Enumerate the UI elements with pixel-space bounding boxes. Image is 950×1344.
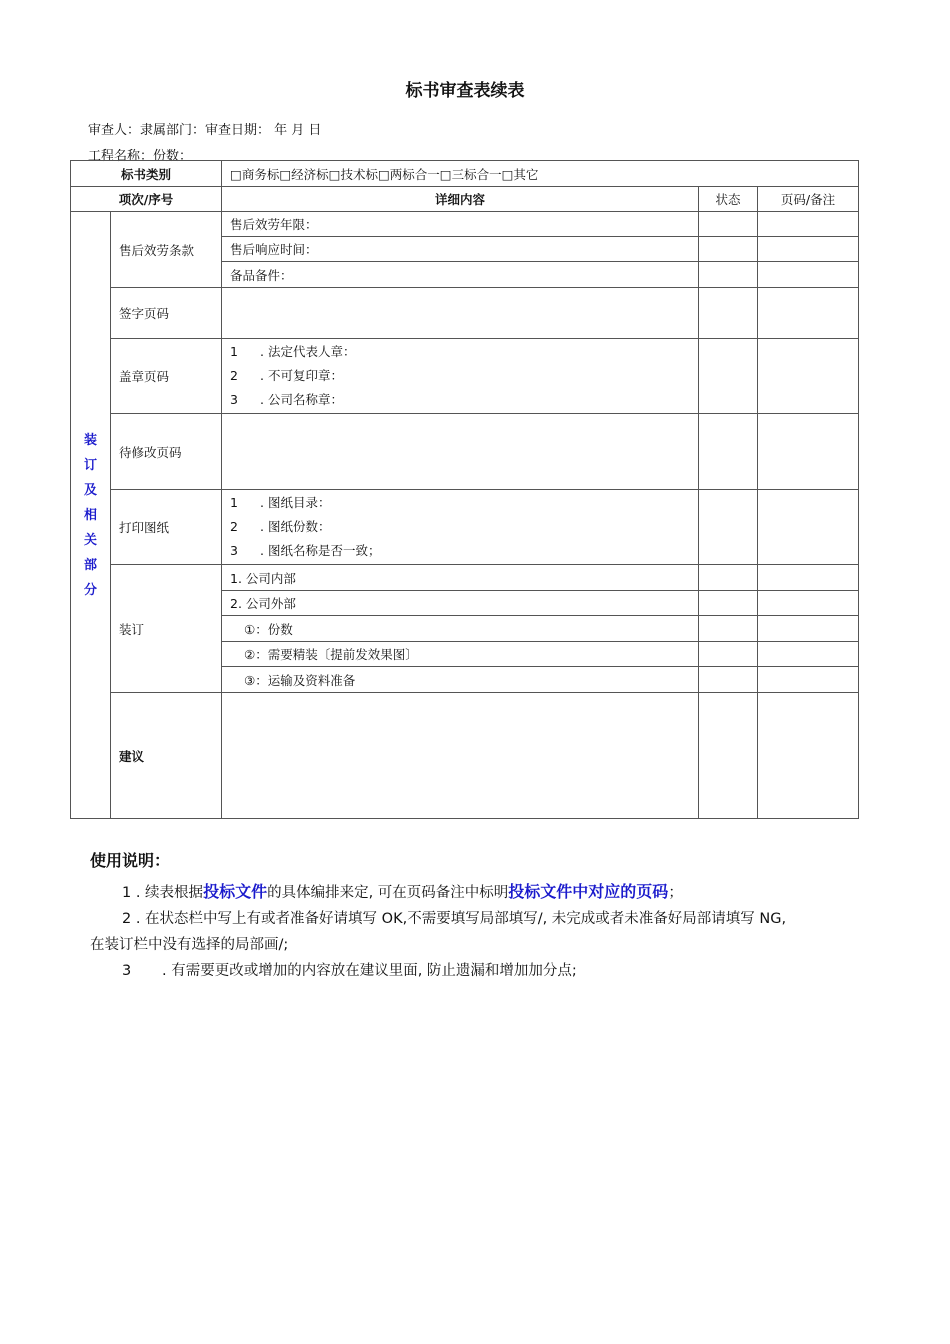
stamp-item: 1 . 法定代表人章： [230,344,356,359]
signature-row [71,288,859,339]
pending-detail[interactable] [222,414,699,490]
usage-notes [90,848,860,984]
page-cell[interactable] [758,490,859,565]
binding-label: 装订 [111,565,222,693]
print-item: 2 . 图纸份数： [230,519,331,534]
type-options[interactable]: □商务标□经济标□技术标□两标合一□三标合一□其它 [222,161,859,187]
status-cell[interactable] [699,591,758,616]
stamp-row [71,339,859,414]
binding-transport[interactable]: ③：运输及资料准备 [222,667,699,693]
binding-external[interactable]: 2. 公司外部 [222,591,699,616]
suggest-label: 建议 [111,693,222,819]
reviewer-line: 审查人：隶属部门：审查日期： 年 月 日 [88,123,322,138]
side-label: 装 订 及 相 关 部 分 [71,212,111,819]
note-3: 3 . 有需要更改或增加的内容放在建议里面, 防止遗漏和增加加分点; [122,963,577,979]
page-cell[interactable] [758,212,859,237]
page-cell[interactable] [758,565,859,591]
page-cell[interactable] [758,237,859,262]
header-row [71,187,859,212]
page-cell[interactable] [758,616,859,642]
status-cell[interactable] [699,616,758,642]
status-cell[interactable] [699,693,758,819]
review-table [70,160,859,819]
after-sales-label: 售后效劳条款 [111,212,222,288]
after-sales-response[interactable]: 售后响应时间： [222,237,699,262]
after-sales-parts[interactable]: 备品备件： [222,262,699,288]
status-cell[interactable] [699,490,758,565]
signature-detail[interactable] [222,288,699,339]
page-cell[interactable] [758,288,859,339]
col-page-header: 页码/备注 [758,187,859,212]
stamp-item: 2 . 不可复印章： [230,368,343,383]
stamp-detail[interactable] [222,339,699,414]
status-cell[interactable] [699,414,758,490]
status-cell[interactable] [699,262,758,288]
binding-copies[interactable]: ①：份数 [222,616,699,642]
notes-heading: 使用说明： [90,851,171,870]
note-1: 1 . 续表根据投标文件的具体编排来定, 可在页码备注中标明投标文件中对应的页码； [122,882,683,901]
page-cell[interactable] [758,262,859,288]
project-line: 工程名称：份数： [88,149,193,164]
print-row [71,490,859,565]
col-item-header: 项次/序号 [71,187,222,212]
page-cell[interactable] [758,693,859,819]
status-cell[interactable] [699,237,758,262]
pending-label: 待修改页码 [111,414,222,490]
col-detail-header: 详细内容 [222,187,699,212]
type-row [71,161,859,187]
page-cell[interactable] [758,667,859,693]
stamp-item: 3 . 公司名称章： [230,392,343,407]
print-item: 1 . 图纸目录： [230,495,331,510]
signature-label: 签字页码 [111,288,222,339]
page-cell[interactable] [758,414,859,490]
print-label: 打印图纸 [111,490,222,565]
stamp-label: 盖章页码 [111,339,222,414]
suggest-detail[interactable] [222,693,699,819]
print-detail[interactable] [222,490,699,565]
binding-fine[interactable]: ②：需要精装〔提前发效果图〕 [222,642,699,667]
print-item: 3 . 图纸名称是否一致； [230,543,381,558]
page-cell[interactable] [758,591,859,616]
note-2-cont: 在装订栏中没有选择的局部画/; [90,937,289,953]
pending-row [71,414,859,490]
after-sales-years[interactable]: 售后效劳年限： [222,212,699,237]
note-2: 2 . 在状态栏中写上有或者准备好请填写 OK,不需要填写局部填写/, 未完成或者未准备好局部请填写 NG, [122,911,787,927]
binding-row-1 [71,565,859,591]
status-cell[interactable] [699,288,758,339]
page-cell[interactable] [758,642,859,667]
after-sales-row-1 [71,212,859,237]
status-cell[interactable] [699,642,758,667]
type-label: 标书类别 [71,161,222,187]
document-title: 标书审查表续表 [405,81,525,101]
status-cell[interactable] [699,565,758,591]
col-status-header: 状态 [699,187,758,212]
status-cell[interactable] [699,339,758,414]
page-cell[interactable] [758,339,859,414]
status-cell[interactable] [699,212,758,237]
suggest-row [71,693,859,819]
status-cell[interactable] [699,667,758,693]
binding-internal[interactable]: 1. 公司内部 [222,565,699,591]
